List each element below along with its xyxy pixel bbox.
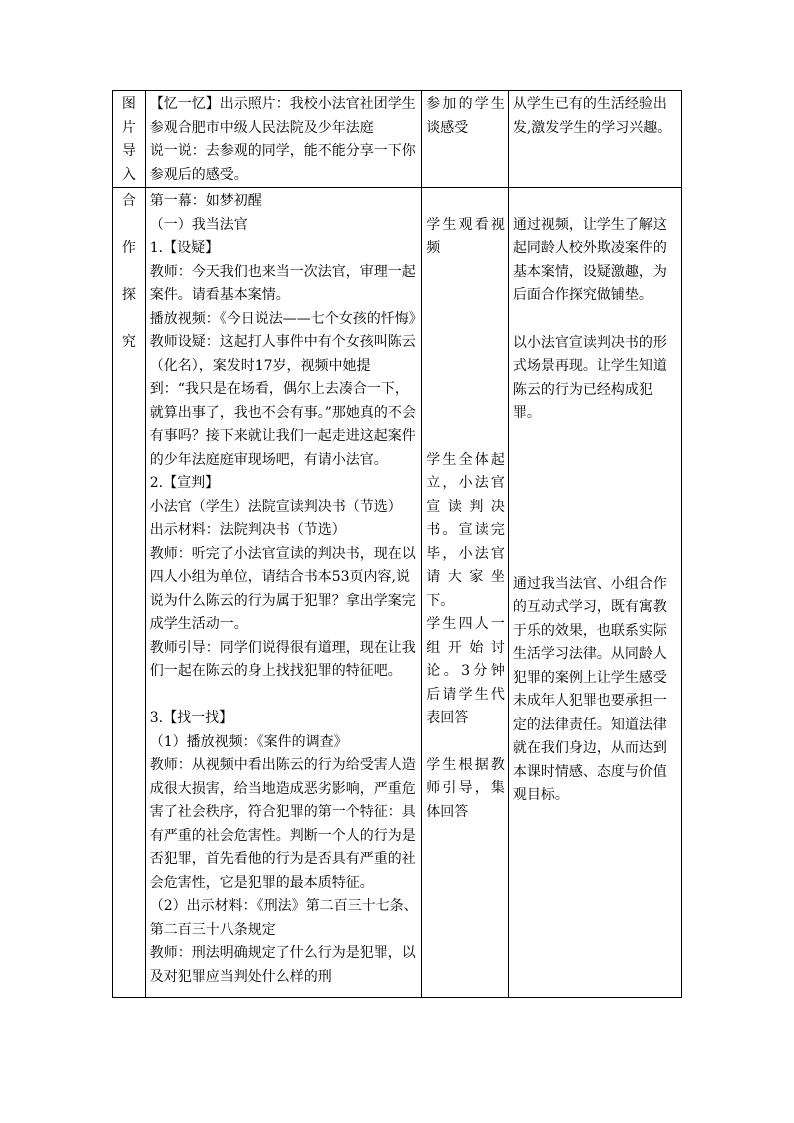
content-paragraph: 说一说：去参观的同学，能不能分享一下你参观后的感受。	[149, 143, 416, 183]
spacer	[426, 190, 505, 214]
lesson-plan-page	[112, 90, 682, 998]
student-activity-text: 学生全体起立，小法官宣读判决书。宣读完毕，小法官请大家坐下。	[426, 451, 505, 609]
category-char: 片	[121, 119, 136, 136]
design-purpose-text: 通过视频，让学生了解这起同龄人校外欺凌案件的基本案情，设疑激趣，为后面合作探究做铺垫。	[512, 216, 667, 303]
spacer	[513, 190, 678, 214]
content-paragraph: （一）我当法官	[149, 216, 248, 233]
lesson-plan-table	[112, 90, 682, 998]
spacer	[113, 308, 145, 332]
spacer	[150, 684, 419, 708]
category-char: 作	[121, 240, 136, 256]
category-char: 究	[121, 334, 136, 350]
student-activity-text: 学生观看视频	[426, 216, 505, 256]
student-activity-cell	[422, 188, 509, 998]
category-char: 探	[121, 287, 136, 303]
content-paragraph: 1.【设疑】	[149, 240, 220, 256]
category-char: 导	[121, 143, 136, 159]
design-purpose-text: 从学生已有的生活经验出发,激发学生的学习兴趣。	[512, 96, 672, 136]
table-row	[113, 188, 682, 998]
content-paragraph: 播放视频：《今日说法——七个女孩的忏悔》	[149, 310, 423, 327]
content-paragraph: 2.【宣判】	[149, 475, 220, 491]
content-paragraph: 教师：今天我们也来当一次法官，审理一起案件。请看基本案情。	[149, 263, 416, 303]
content-paragraph: 第一幕：如梦初醒	[149, 193, 262, 209]
design-purpose-text: 通过我当法官、小组合作的互动式学习，既有寓教于乐的效果，也联系实际生活学习法律。从同龄人犯罪的案例上让学生感受未成年人犯罪也要承担一定的法律责任。知道法律就在我们身边，从而达到本课时情感、态度与价值观目标。	[512, 575, 667, 803]
content-paragraph: （1）播放视频：《案件的调查》	[149, 733, 348, 750]
content-paragraph: 出示材料：法院判决书（节选）	[149, 522, 346, 538]
content-paragraph: 教师：刑法明确规定了什么行为是犯罪，以及对犯罪应当判处什么样的刑	[149, 945, 416, 985]
teaching-content-cell	[145, 91, 422, 188]
table-row	[113, 91, 682, 188]
content-paragraph: 小法官（学生）法院宣读判决书（节选）	[149, 498, 402, 515]
teaching-content-cell	[145, 188, 422, 998]
student-activity-text: 学生根据教师引导，集体回答	[426, 756, 505, 820]
content-paragraph: 教师设疑：这起打人事件中有个女孩叫陈云（化名），案发时17岁，视频中她提到：“我只是在场看，偶尔上去凑合一下，就算出事了，我也不会有事。”那她真的不会有事吗？接下来就让我们一起走进这起案件的少年法庭庭审现场吧，有请小法官。	[149, 334, 416, 468]
category-char: 入	[121, 166, 136, 183]
design-purpose-text: 以小法官宣读判决书的形式场景再现。让学生知道陈云的行为已经构成犯罪。	[512, 334, 667, 421]
spacer	[113, 261, 145, 285]
content-paragraph: 教师引导：同学们说得很有道理，现在让我们一起在陈云的身上找找犯罪的特征吧。	[149, 639, 416, 679]
student-activity-text: 参加的学生谈感受	[426, 96, 505, 136]
student-activity-text: 学生四人一组开始讨论。3分钟后请学生代表回答	[426, 616, 505, 726]
student-activity-cell	[422, 91, 509, 188]
design-purpose-cell	[508, 188, 681, 998]
spacer	[113, 214, 145, 238]
category-cell	[113, 188, 146, 998]
design-purpose-cell	[508, 91, 681, 188]
content-paragraph: 教师：听完了小法官宣读的判决书，现在以四人小组为单位，请结合书本53页内容,说说为什么陈云的行为属于犯罪？拿出学案完成学生活动一。	[149, 545, 416, 632]
content-paragraph: （2）出示材料：《刑法》第二百三十七条、第二百三十八条规定	[149, 898, 418, 938]
content-paragraph: 3.【找一找】	[149, 710, 234, 726]
category-char: 图	[121, 96, 136, 112]
category-cell	[113, 91, 146, 188]
content-paragraph: 【忆一忆】出示照片：我校小法官社团学生参观合肥市中级人民法院及少年法庭	[149, 96, 416, 136]
category-char: 合	[121, 193, 136, 209]
content-paragraph: 教师：从视频中看出陈云的行为给受害人造成很大损害，给当地造成恶劣影响，严重危害了社会秩序，符合犯罪的第一个特征：具有严重的社会危害性。判断一个人的行为是否犯罪，首先看他的行为是否具有严重的社会危害性，它是犯罪的最本质特征。	[149, 757, 416, 891]
